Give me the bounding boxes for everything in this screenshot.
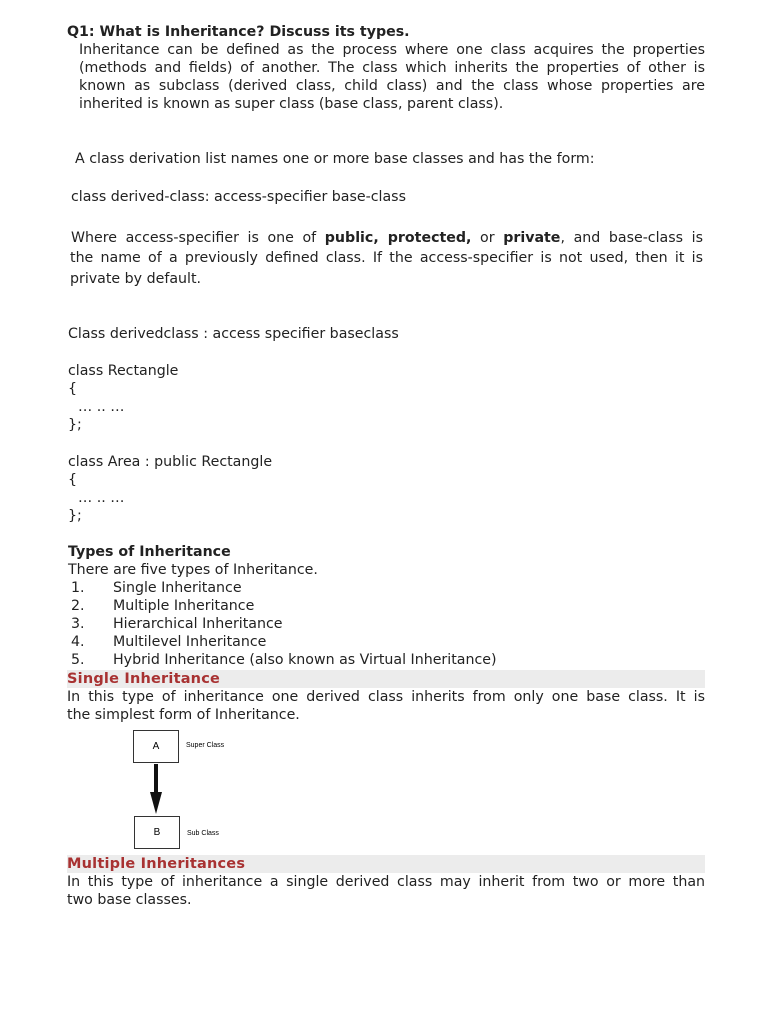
list-item — [71, 597, 254, 615]
code-rectangle-line-3: … .. … — [78, 399, 125, 415]
intro-line-1: Inheritance can be defined as the process where one class acquires the properties — [79, 42, 705, 58]
syntax-line: Class derivedclass : access specifier baseclass — [68, 326, 399, 342]
derived-class-form: class derived-class: access-specifier base-class — [71, 189, 406, 205]
class-b-box: B — [134, 816, 180, 849]
list-number: 5. — [71, 652, 85, 668]
code-rectangle-line-1: class Rectangle — [68, 363, 179, 379]
multiple-inheritance-heading: Multiple Inheritances — [67, 855, 705, 873]
question-title: Q1: What is Inheritance? Discuss its types. — [67, 24, 410, 40]
access-para-or: or — [471, 230, 504, 246]
list-label: Hierarchical Inheritance — [113, 616, 283, 632]
single-desc-line-1: In this type of inheritance one derived class inherits from only one base class. It is — [67, 689, 705, 705]
list-item — [71, 615, 283, 633]
code-rectangle-line-2: { — [68, 381, 78, 397]
access-para-tail: , and base-class is — [560, 230, 703, 246]
code-rectangle-line-4: }; — [68, 417, 82, 433]
multiple-desc-line-2: two base classes. — [67, 892, 192, 908]
list-item — [71, 579, 242, 597]
code-area-line-3: … .. … — [78, 490, 125, 506]
access-keywords: public, protected, — [324, 230, 472, 246]
intro-line-2: (methods and fields) of another. The class which inherits the properties of other is — [79, 60, 705, 76]
access-para-line-2: the name of a previously defined class. If the access-specifier is not used, then it is — [70, 250, 703, 266]
multiple-desc-line-1: In this type of inheritance a single derived class may inherit from two or more than — [67, 874, 705, 890]
list-number: 4. — [71, 634, 85, 650]
derivation-list-text: A class derivation list names one or more base classes and has the form: — [75, 151, 595, 167]
list-label: Hybrid Inheritance (also known as Virtual Inheritance) — [113, 652, 497, 668]
types-intro: There are five types of Inheritance. — [68, 562, 318, 578]
super-class-label: Super Class — [186, 742, 225, 749]
list-item — [71, 633, 266, 651]
list-number: 3. — [71, 616, 85, 632]
list-item — [71, 651, 497, 669]
list-label: Single Inheritance — [113, 580, 242, 596]
code-area-line-4: }; — [68, 508, 82, 524]
intro-line-3: known as subclass (derived class, child class) and the class whose properties are — [79, 78, 705, 94]
list-number: 2. — [71, 598, 85, 614]
list-number: 1. — [71, 580, 85, 596]
code-area-line-1: class Area : public Rectangle — [68, 454, 273, 470]
access-para-text: Where access-specifier is one of — [71, 230, 325, 246]
single-inheritance-heading: Single Inheritance — [67, 670, 705, 688]
inheritance-arrow — [146, 764, 166, 816]
sub-class-label: Sub Class — [187, 830, 219, 837]
arrow-shaft — [154, 764, 158, 794]
class-a-box: A — [133, 730, 179, 763]
types-heading: Types of Inheritance — [68, 544, 231, 560]
access-para-line-1 — [71, 228, 703, 248]
private-keyword: private — [503, 230, 561, 246]
list-label: Multilevel Inheritance — [113, 634, 267, 650]
single-desc-line-2: the simplest form of Inheritance. — [67, 707, 300, 723]
code-area-line-2: { — [68, 472, 78, 488]
access-para-line-3: private by default. — [70, 271, 202, 287]
list-label: Multiple Inheritance — [113, 598, 255, 614]
arrow-head — [150, 792, 162, 814]
intro-line-4: inherited is known as super class (base class, parent class). — [79, 96, 504, 112]
